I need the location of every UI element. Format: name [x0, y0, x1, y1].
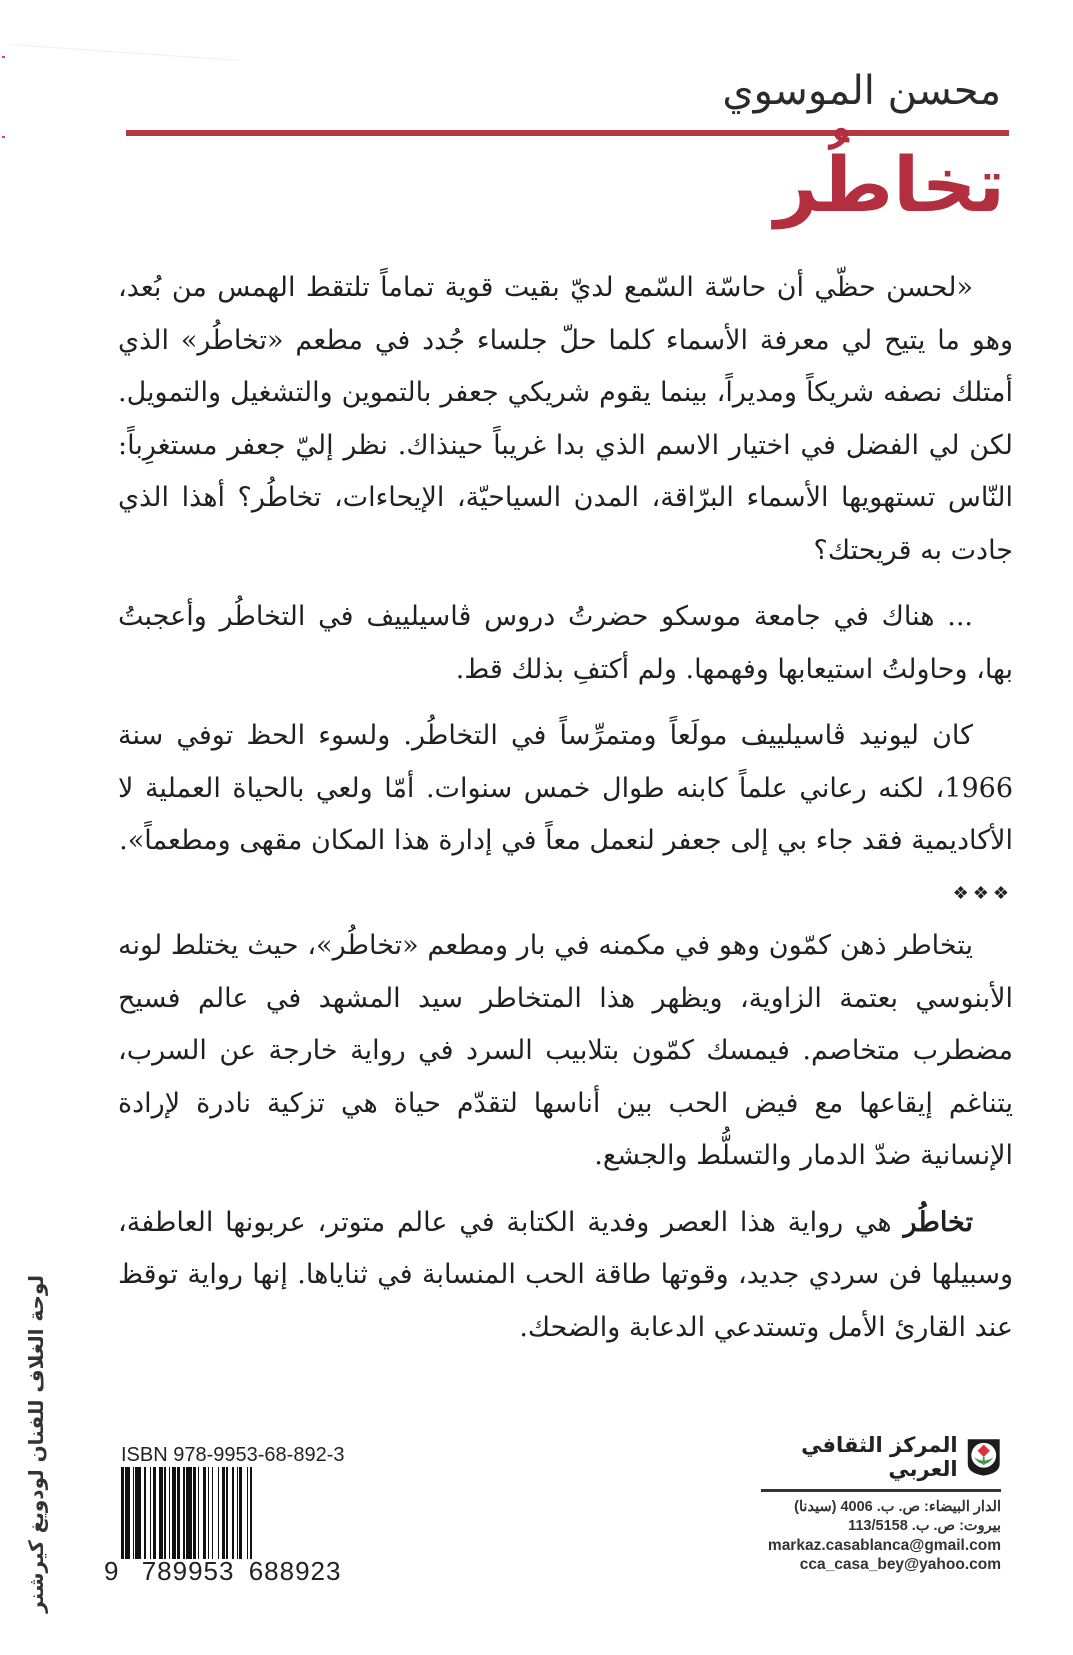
title-divider — [126, 130, 1009, 136]
publisher-flower-logo-icon — [966, 1435, 1001, 1479]
barcode-bar — [250, 1467, 253, 1559]
publisher-email[interactable]: cca_casa_bey@yahoo.com — [799, 1556, 1001, 1573]
closing-paragraph — [118, 1197, 1013, 1355]
description-paragraph: يتخاطر ذهن كمّون وهو في مكمنه في بار ومطعم «تخاطُر»، حيث يختلط لونه الأبنوسي بعتمة الزاوية، ويظهر هذا المتخاطر سيد المشهد في عالم فسيح مضطرب متخاصم. فيمسك كمّون بتلابيب السرد في رواية خارجة عن السرب، يتناغم إيقاعها مع فيض الحب بين أناسها لتقدّم حياة هي تزكية نادرة لإرادة الإنسانية ضدّ الدمار والتسلُّط والجشع. — [118, 930, 1013, 1171]
section-ornament: ❖❖❖ — [952, 882, 1013, 904]
publisher-header — [751, 1433, 1001, 1481]
author-name: محسن الموسوي — [722, 68, 1001, 114]
cover-art-credit: لوحة الغلاف للفنان لودويغ كيرشنر — [24, 1275, 48, 1613]
edge-mark — [2, 56, 5, 58]
barcode-digits-left: 789953 — [141, 1556, 235, 1586]
edge-mark — [2, 136, 5, 138]
publisher-address-casablanca: الدار البيضاء: ص. ب. 4006 (سيدنا) — [794, 1499, 1001, 1515]
closing-text: هي رواية هذا العصر وفدية الكتابة في عالم متوتر، عربونها العاطفة، وسبيلها فن سردي جديد، وقوتها طاقة الحب المنسابة في ثناياها. إنها رواية توقظ عند القارئ الأمل وتستدعي الدعابة والضحك. — [118, 1206, 1013, 1343]
publisher-block — [751, 1433, 1001, 1574]
publisher-divider — [761, 1489, 1001, 1492]
book-title: تخاطُر — [774, 140, 1005, 229]
isbn-label: ISBN 978-9953-68-892-3 — [121, 1444, 345, 1466]
paper-crease — [10, 44, 240, 61]
blurb-paragraph: «لحسن حظّي أن حاسّة السّمع لديّ بقيت قوية تماماً تلتقط الهمس من بُعد، وهو ما يتيح لي معرفة الأسماء كلما حلّ جلساء جُدد في مطعم «تخاطُر» الذي أمتلك نصفه شريكاً ومديراً، بينما يقوم شريكي جعفر بالتموين والتشغيل والتمويل. لكن لي الفضل في اختيار الاسم الذي بدا غريباً حينذاك. نظر إليّ جعفر مستغرِباً: النّاس تستهويها الأسماء البرّاقة، المدن السياحيّة، الإيحاءات، تخاطُر؟ أهذا الذي جادت به قريحتك؟ — [118, 272, 1013, 566]
barcode-digits — [104, 1556, 341, 1587]
blurb — [118, 262, 1013, 1354]
blurb-paragraph: كان ليونيد ڤاسيلييف مولَعاً ومتمرِّساً في التخاطُر. ولسوء الحظ توفي سنة 1966، لكنه رعاني علماً كابنه طوال خمس سنوات. أمّا ولعي بالحياة العملية لا الأكاديمية فقد جاء بي إلى جعفر لنعمل معاً في إدارة هذا المكان مقهى ومطعماً». — [118, 720, 1013, 856]
barcode-digits-right: 688923 — [248, 1556, 342, 1586]
barcode-digit-lead: 9 — [104, 1556, 120, 1586]
blurb-paragraph: ... هناك في جامعة موسكو حضرتُ دروس ڤاسيلييف في التخاطُر وأعجبتُ بها، وحاولتُ استيعابها وفهمها. ولم أكتفِ بذلك قط. — [118, 601, 1013, 685]
isbn-barcode — [121, 1467, 311, 1559]
publisher-name: المركز الثقافي العربي — [801, 1433, 958, 1481]
publisher-email[interactable]: markaz.casablanca@gmail.com — [767, 1537, 1001, 1554]
publisher-address-beirut: بيروت: ص. ب. 113/5158 — [848, 1518, 1001, 1534]
closing-title: تخاطُر — [903, 1206, 973, 1238]
